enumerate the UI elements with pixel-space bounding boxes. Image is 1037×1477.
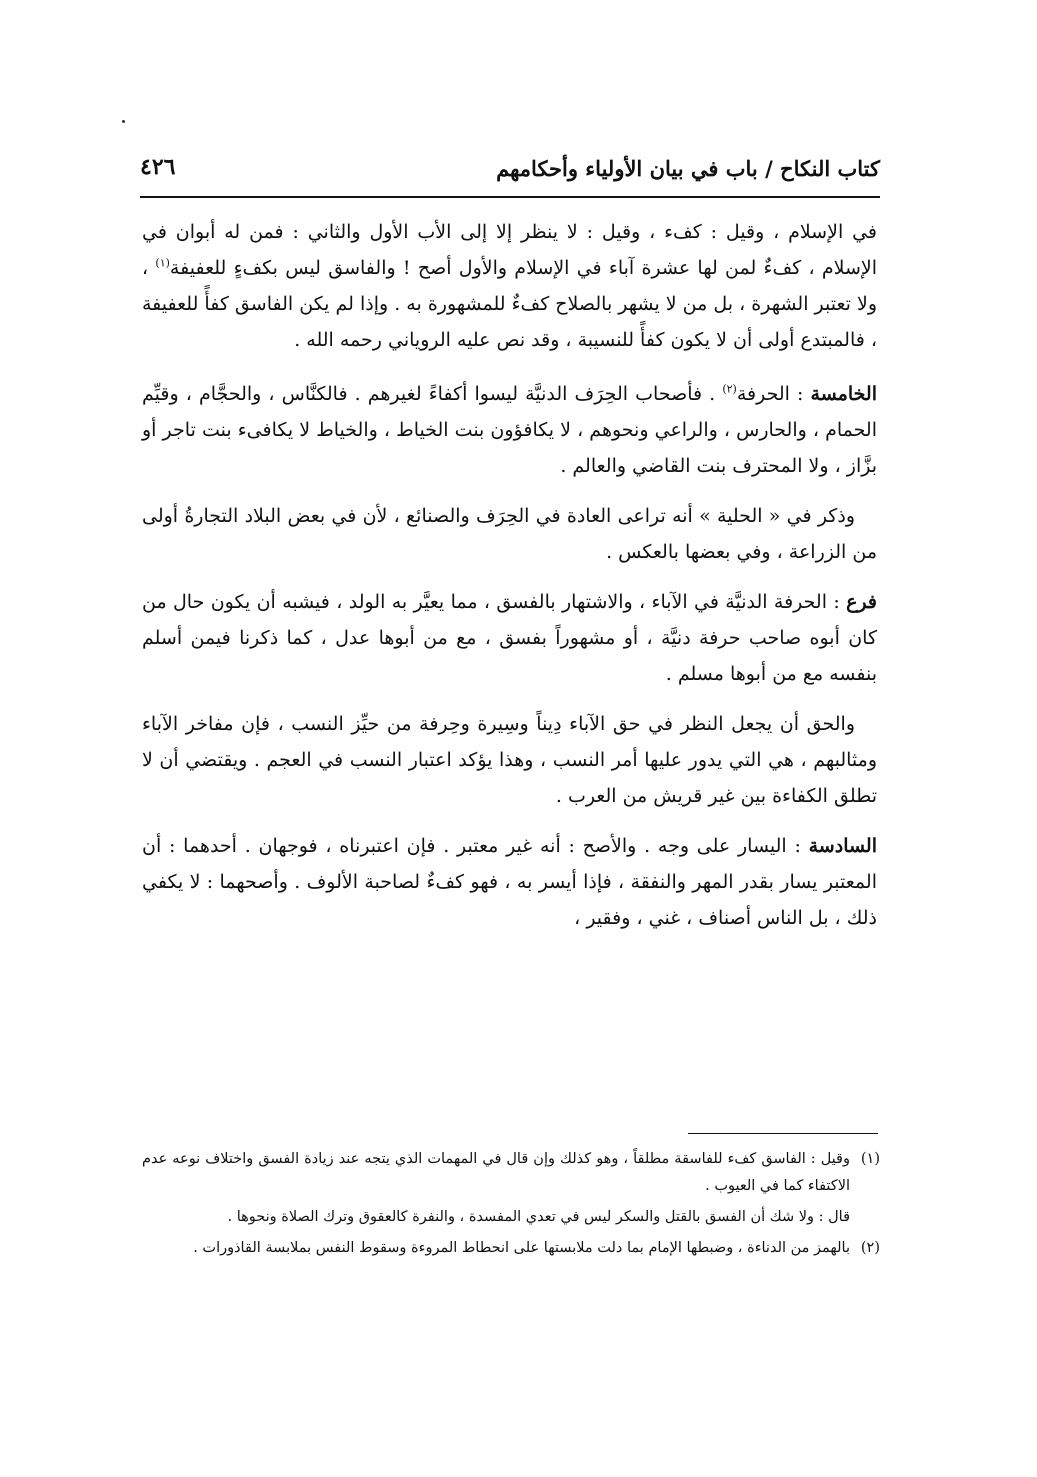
footnotes — [142, 1146, 880, 1266]
paragraph-1: في الإسلام ، وقيل : كفء ، وقيل : لا ينظر إلا إلى الأب الأول والثاني : فمن له أبوان في الإسلام ، كفءٌ لمن لها عشرة آباء في الإسلام والأول أصح ! والفاسق ليس بكفءٍ للعفيفة$^{(١)}$ ، ولا تعتبر الشهرة ، بل من لا يشهر بالصلاح كفءٌ للمشهورة به . وإذا لم يكن الفاسق كفأً للعفيفة ، فالمبتدع أولى أن لا يكون كفأً للنسيبة ، وقد نص عليه الروياني رحمه الله . — [142, 221, 877, 351]
footnote-number-1: (١) — [860, 1151, 880, 1167]
footnote-ref-2: (٢) — [722, 382, 737, 396]
footnote-number-2: (٢) — [860, 1240, 880, 1256]
section-heading-sixth: السادسة — [808, 835, 877, 857]
paragraph-truth: والحق أن يجعل النظر في حق الآباء دِيناً وسِيرة وحِرفة من حيِّز النسب ، فإن مفاخر الآباء ومثالبهم ، هي التي يدور عليها أمر النسب ، وهذا يؤكد اعتبار النسب في العجم . ويقتضي أن لا تطلق الكفاءة بين غير قريش من العرب . — [142, 713, 877, 807]
header-title: كتاب النكاح / باب في بيان الأولياء وأحكامهم — [496, 156, 880, 181]
section-heading-fifth: الخامسة — [810, 383, 877, 405]
paragraph-sixth: السادسة : اليسار على وجه . والأصح : أنه غير معتبر . فإن اعتبرناه ، فوجهان . أحدهما : أن المعتبر يسار بقدر المهر والنفقة ، فإذا أيسر به ، فهو كفءٌ لصاحبة الألوف . وأصحهما : لا يكفي ذلك ، بل الناس أصناف ، غني ، وفقير ، — [142, 835, 877, 929]
paragraph-far: فرع : الحرفة الدنيَّة في الآباء ، والاشتهار بالفسق ، مما يعيَّر به الولد ، فيشبه أن يكون حال من كان أبوه صاحب حرفة دنيَّة ، أو مشهوراً بفسق ، مع من أبوها عدل ، كما ذكرنا فيمن أسلم بنفسه مع من أبوها مسلم . — [142, 591, 877, 685]
page-number: ٤٢٦ — [140, 154, 176, 180]
footnote-ref-1: (١) — [155, 256, 170, 270]
paragraph-fifth: الخامسة : الحرفة$^{(٢)}$ . فأصحاب الحِرَف الدنيَّة ليسوا أكفاءً لغيرهم . فالكنَّاس ، والحجَّام ، وقيِّم الحمام ، والحارس ، والراعي ونحوهم ، لا يكافؤون بنت الخياط ، والخياط لا يكافىء بنت تاجر أو بزَّاز ، ولا المحترف بنت القاضي والعالم . — [142, 382, 877, 477]
footnote-1: (١) وقيل : الفاسق كفء للفاسقة مطلقاً ، وهو كذلك وإن قال في المهمات الذي يتجه عند زيادة الفسق واختلاف نوعه عدم الاكتفاء كما في العيوب . — [142, 1146, 880, 1200]
header-divider — [140, 196, 880, 198]
main-text — [142, 214, 877, 950]
footnote-divider — [688, 1133, 878, 1134]
stray-mark — [122, 120, 125, 123]
footnote-2: (٢) بالهمز من الدناءة ، وضبطها الإمام بما دلت ملابستها على انحطاط المروءة وسقوط النفس بملابسة القاذورات . — [142, 1235, 880, 1262]
running-header — [140, 152, 880, 192]
section-heading-far: فرع — [846, 591, 877, 613]
paragraph-hilya: وذكر في « الحلية » أنه تراعى العادة في الحِرَف والصنائع ، لأن في بعض البلاد التجارةُ أولى من الزراعة ، وفي بعضها بالعكس . — [142, 505, 877, 563]
footnote-1-continued: قال : ولا شك أن الفسق بالقتل والسكر ليس في تعدي المفسدة ، والنفرة كالعقوق وترك الصلاة ونحوها . — [227, 1209, 850, 1225]
